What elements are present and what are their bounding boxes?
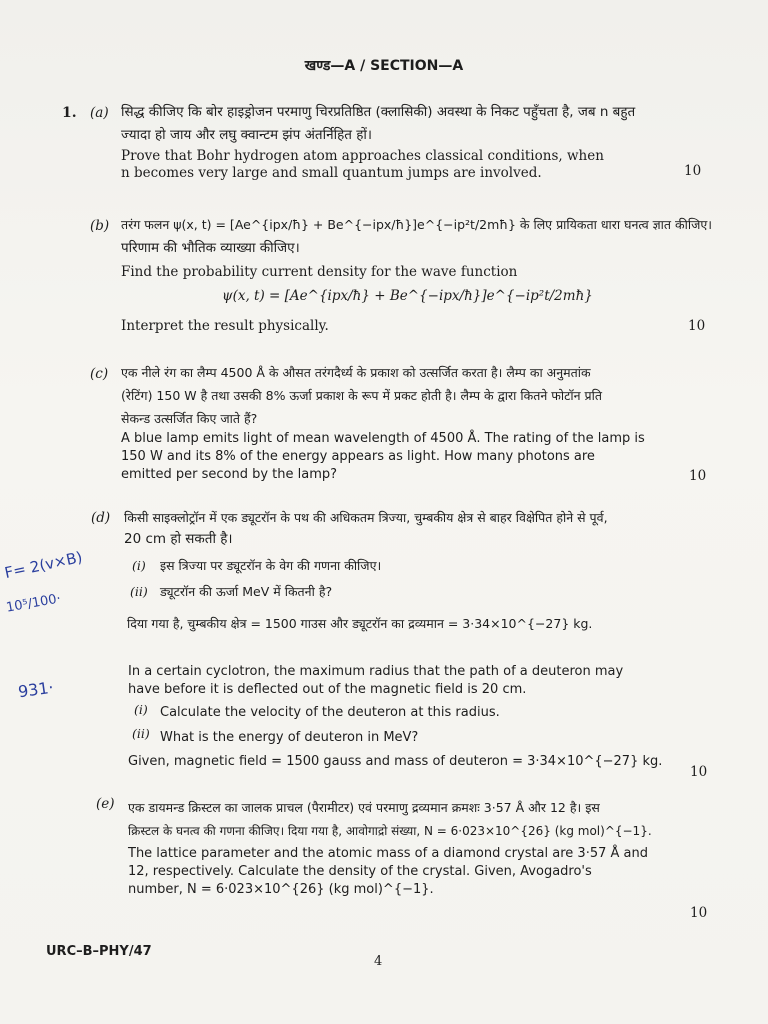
section-heading: खण्ड—A / SECTION—A — [304, 58, 464, 74]
handwritten-note-fraction: 10⁵/100· — [5, 591, 62, 616]
part-e-english-line-1: The lattice parameter and the atomic mass of a diamond crystal are 3·57 Å and — [128, 846, 648, 861]
part-c-label: (c) — [90, 366, 109, 382]
part-d-english-sub-i: Calculate the velocity of the deuteron at this radius. — [160, 705, 500, 720]
page-number: 4 — [374, 954, 383, 969]
part-e-english-line-3: number, N = 6·023×10^{26} (kg mol)^{−1}. — [128, 882, 434, 897]
part-d-english-sub-ii: What is the energy of deuteron in MeV? — [160, 730, 419, 745]
part-e-hindi-line-2: क्रिस्टल के घनत्व की गणना कीजिए। दिया गया है, आवोगाद्रो संख्या, N = 6·023×10^{26} (kg mol)^{−1}. — [128, 824, 652, 838]
part-c-english-line-1: A blue lamp emits light of mean wavelength of 4500 Å. The rating of the lamp is — [121, 431, 645, 446]
part-a-marks: 10 — [684, 163, 702, 179]
part-e-label: (e) — [96, 796, 115, 812]
part-e-hindi-line-1: एक डायमन्ड क्रिस्टल का जालक प्राचल (पैरामीटर) एवं परमाणु द्रव्यमान क्रमशः 3·57 Å और 12 है। इस — [128, 800, 600, 815]
part-b-hindi-line-2: परिणाम की भौतिक व्याख्या कीजिए। — [121, 240, 300, 256]
part-b-label: (b) — [90, 218, 110, 234]
part-d-english-line-2: have before it is deflected out of the magnetic field is 20 cm. — [128, 682, 527, 697]
part-e-marks: 10 — [690, 905, 708, 921]
part-d-marks: 10 — [690, 764, 708, 780]
part-d-hindi-given: दिया गया है, चुम्बकीय क्षेत्र = 1500 गाउस और ड्यूटरॉन का द्रव्यमान = 3·34×10^{−27} kg. — [127, 616, 593, 631]
part-a-hindi-line-1: सिद्ध कीजिए कि बोर हाइड्रोजन परमाणु चिरप्रतिष्ठित (क्लासिकी) अवस्था के निकट पहुँचता है, जब n बहुत — [121, 104, 636, 120]
part-e-english-line-2: 12, respectively. Calculate the density of the crystal. Given, Avogadro's — [128, 864, 592, 879]
part-a-label: (a) — [90, 105, 109, 121]
part-d-english-given: Given, magnetic field = 1500 gauss and mass of deuteron = 3·34×10^{−27} kg. — [128, 754, 663, 769]
part-b-marks: 10 — [688, 318, 706, 334]
part-d-hindi-sub-i: इस त्रिज्या पर ड्यूटरॉन के वेग की गणना कीजिए। — [160, 558, 382, 573]
handwritten-note-931: 931· — [16, 677, 55, 702]
part-b-english-line-1: Find the probability current density for the wave function — [121, 264, 518, 280]
paper-code-prefix: URC–B–PHY/ — [46, 944, 134, 959]
part-d-label: (d) — [91, 510, 111, 526]
part-d-hindi-sub-ii: ड्यूटरॉन की ऊर्जा MeV में कितनी है? — [160, 584, 333, 599]
part-c-hindi-line-2: (रेटिंग) 150 W है तथा उसकी 8% ऊर्जा प्रकाश के रूप में प्रकट होती है। लैम्प के द्वारा कितने फोटॉन प्रति — [121, 388, 603, 403]
part-d-hindi-line-2: 20 cm हो सकती है। — [124, 531, 233, 547]
part-d-hindi-sub-i-label: (i) — [132, 558, 146, 573]
part-d-english-sub-i-label: (i) — [134, 702, 148, 717]
part-d-english-sub-ii-label: (ii) — [132, 726, 150, 741]
handwritten-note-force: F= 2(v×B) — [2, 547, 84, 583]
part-d-hindi-line-1: किसी साइक्लोट्रॉन में एक ड्यूटरॉन के पथ की अधिकतम त्रिज्या, चुम्बकीय क्षेत्र से बाहर विक्षेपित होने से पूर्व, — [124, 510, 608, 525]
part-c-marks: 10 — [689, 468, 707, 484]
paper-code — [46, 944, 152, 959]
part-a-english-line-1: Prove that Bohr hydrogen atom approaches classical conditions, when — [121, 148, 604, 164]
paper-code-number: 47 — [133, 944, 152, 959]
part-d-hindi-sub-ii-label: (ii) — [130, 584, 148, 599]
part-c-english-line-3: emitted per second by the lamp? — [121, 467, 338, 482]
part-c-hindi-line-1: एक नीले रंग का लैम्प 4500 Å के औसत तरंगदैर्ध्य के प्रकाश को उत्सर्जित करता है। लैम्प का अनुमतांक — [121, 365, 591, 380]
question-number: 1. — [62, 105, 77, 121]
wave-function-equation: ψ(x, t) = [Ae^{ipx/ħ} + Be^{−ipx/ħ}]e^{−ip²t/2mħ} — [222, 288, 593, 304]
part-c-hindi-line-3: सेकन्ड उत्सर्जित किए जाते हैं? — [121, 411, 258, 426]
part-a-hindi-line-2: ज्यादा हो जाय और लघु क्वान्टम झंप अंतर्निहित हों। — [121, 127, 373, 143]
part-a-english-line-2: n becomes very large and small quantum jumps are involved. — [121, 165, 542, 181]
part-b-english-line-2: Interpret the result physically. — [121, 318, 329, 334]
part-c-english-line-2: 150 W and its 8% of the energy appears as light. How many photons are — [121, 449, 595, 464]
part-b-hindi-line-1: तरंग फलन ψ(x, t) = [Ae^{ipx/ħ} + Be^{−ipx/ħ}]e^{−ip²t/2mħ} के लिए प्रायिकता धारा घनत्व ज्ञात कीजिए। — [121, 217, 713, 232]
part-d-english-line-1: In a certain cyclotron, the maximum radius that the path of a deuteron may — [128, 664, 624, 679]
